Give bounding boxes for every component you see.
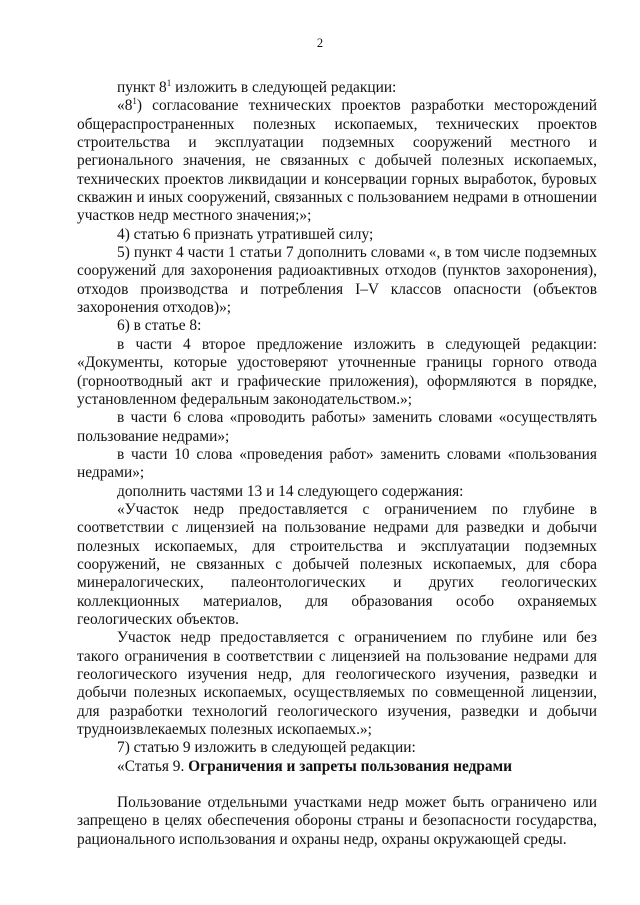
article-9-heading: «Статья 9. Ограничения и запреты пользования недрами bbox=[117, 757, 512, 775]
paragraph-amend-6: 6) в статье 8: bbox=[117, 317, 202, 335]
page-number: 2 bbox=[316, 36, 324, 50]
paragraph-amend-item-8-1: пункт $8^1$ изложить в следующей редакции: bbox=[117, 77, 397, 96]
paragraph-amend-7: 7) статью 9 изложить в следующей редакции: bbox=[117, 739, 416, 757]
paragraph-part-14-text: Участок недр предоставляется с ограничением по глубине или без такого ограничения в соответствии с лицензией на пользование недрами для геологического изучения недр, для геологического изучения, разведки и добычи полезных ископаемых, осуществляемых по совмещенной лицензии, для разработки технологий геологического изучения, разведки и добычи трудноизвлекаемых полезных ископаемых.»; bbox=[77, 629, 597, 739]
paragraph-amend-4: 4) статью 6 признать утратившей силу; bbox=[117, 225, 374, 243]
paragraph-article-8-part-10: в части 10 слова «проведения работ» заменить словами «пользования недрами»; bbox=[77, 445, 597, 482]
document-body bbox=[77, 79, 597, 849]
paragraph-article-9-part-1: Пользование отдельными участками недр может быть ограничено или запрещено в целях обеспечения обороны страны и безопасности государства, рационального использования и охраны недр, охраны окружающей среды. bbox=[77, 794, 597, 848]
article-9-title: Ограничения и запреты пользования недрами bbox=[188, 757, 512, 775]
paragraph-amend-5: 5) пункт 4 части 1 статьи 7 дополнить словами «, в том числе подземных сооружений для захоронения радиоактивных отходов (пунктов захоронения), отходов производства и потребления I–V классов опасности (объектов захоронения отходов)»; bbox=[77, 244, 597, 317]
paragraph-add-parts-13-14: дополнить частями 13 и 14 следующего содержания: bbox=[117, 482, 464, 500]
paragraph-article-8-part-4: в части 4 второе предложение изложить в следующей редакции: «Документы, которые удостоверяют уточненные границы горного отвода (горноотводный акт и графические приложения), оформляются в порядке, установленном федеральным законодательством.»; bbox=[77, 335, 597, 408]
paragraph-item-8-1-text: «$8^1$) согласование технических проектов разработки месторождений общераспространенных полезных ископаемых, технических проектов строительства и эксплуатации подземных сооружений местного и регионального значения, не связанных с добычей полезных ископаемых, технических проектов ликвидации и консервации горных выработок, буровых скважин и иных сооружений, связанных с пользованием недрами в отношении участков недр местного значения;»; bbox=[77, 96, 597, 225]
paragraph-part-13-text: «Участок недр предоставляется с ограничением по глубине в соответствии с лицензией на пользование недрами для разведки и добычи полезных ископаемых, для строительства и эксплуатации подземных сооружений, не связанных с добычей полезных ископаемых, для сбора минералогических, палеонтологических и других геологических коллекционных материалов, для образования особо охраняемых геологических объектов. bbox=[77, 500, 597, 628]
paragraph-article-8-part-6: в части 6 слова «проводить работы» заменить словами «осуществлять пользование недрами»; bbox=[77, 409, 597, 445]
